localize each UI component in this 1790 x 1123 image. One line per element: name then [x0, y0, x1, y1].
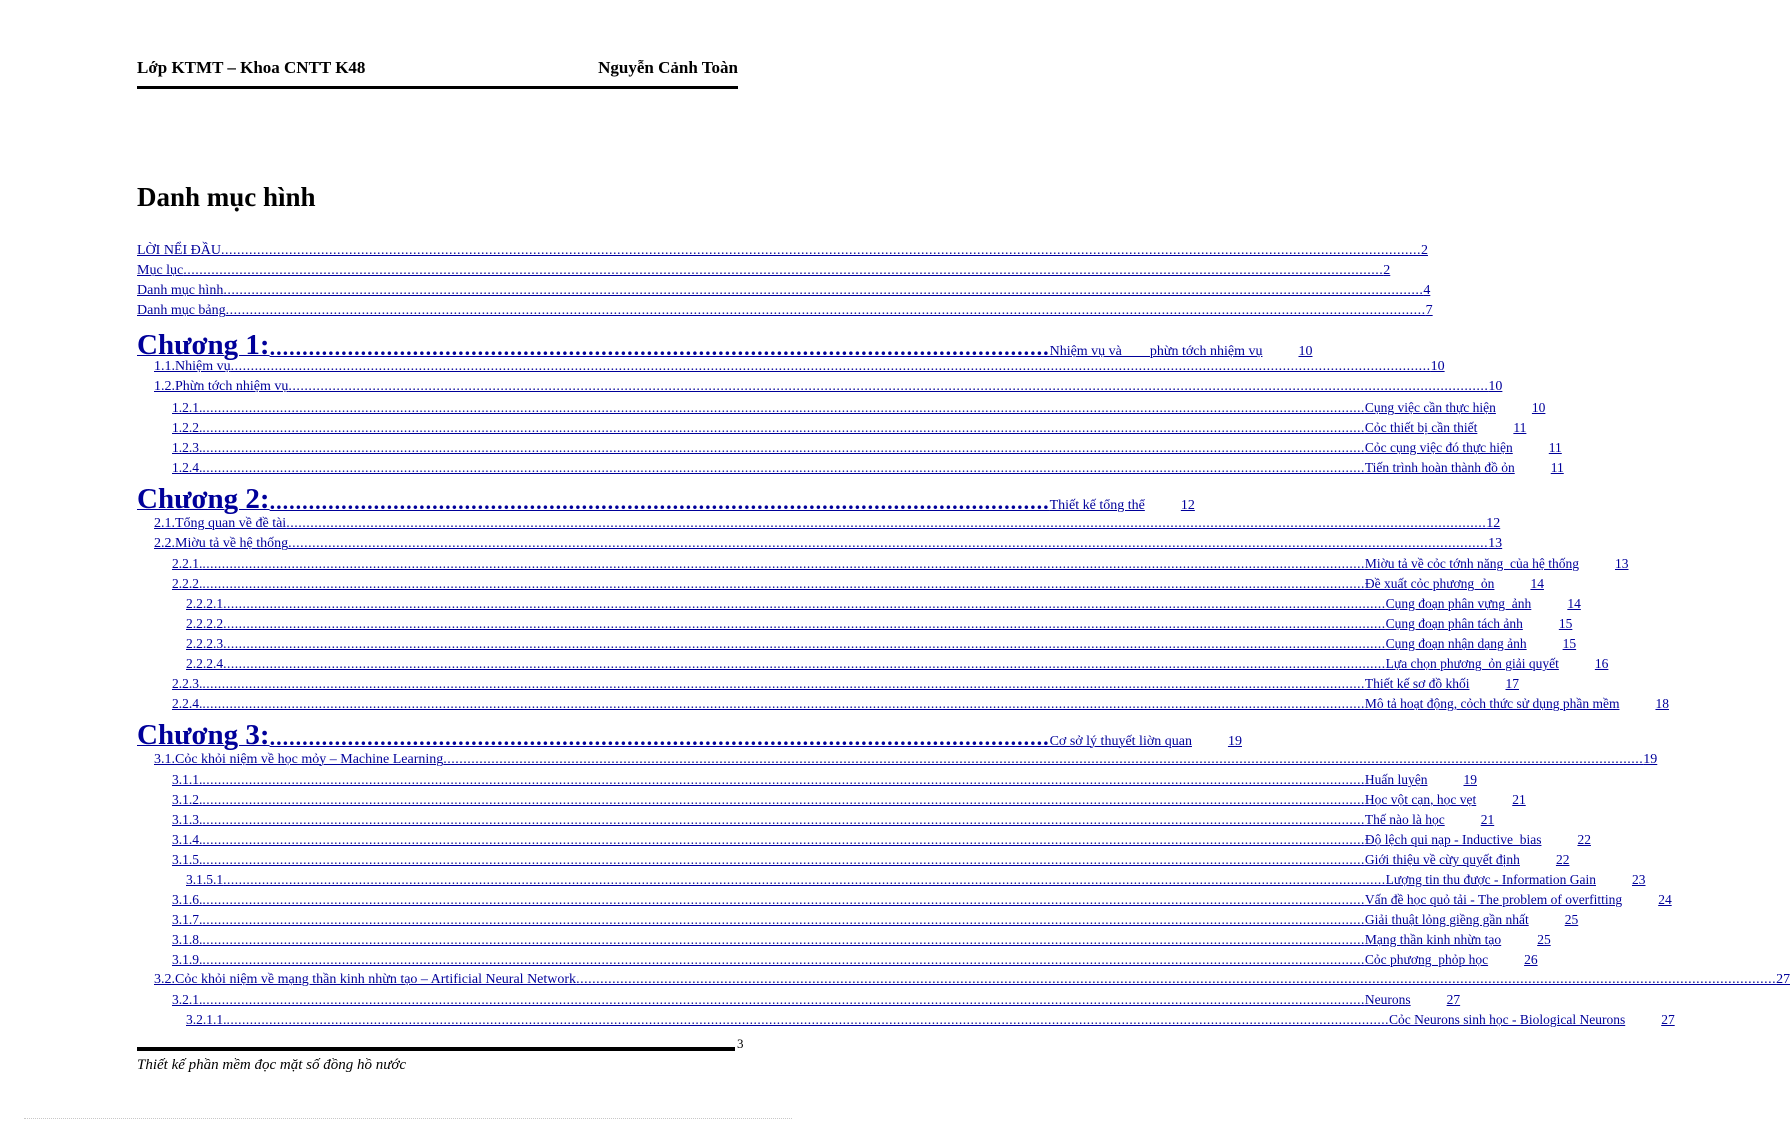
toc-page-number: 19: [1463, 772, 1477, 787]
toc-entry-number: 3.1.5.: [172, 852, 203, 867]
toc-entry-title: Giới thiệu về cừy quyết định: [1364, 852, 1520, 867]
toc-entry-number: 3.2.1.1.: [186, 1012, 227, 1027]
toc-page-number: 25: [1564, 912, 1579, 927]
header-class-label: Lớp KTMT – Khoa CNTT K48: [137, 58, 366, 77]
toc-page-number: 25: [1537, 932, 1551, 947]
toc-dot-leader: ............................................................................................................................................................................................................................................................................................................: [202, 832, 1365, 847]
toc-entry-number: 3.1.4.: [172, 832, 203, 847]
toc-dot-leader: ............................................................................................................................................................................................................................................................................................................: [202, 556, 1365, 571]
toc-dot-leader: ............................................................................................................................................................................................................................................................................................................: [223, 872, 1386, 887]
toc-dot-leader: ............................................................................................................................................................................................................................................................................................................: [288, 379, 1489, 394]
toc-entry-number: 2.2.2.: [172, 576, 203, 591]
toc-entry-title: Học vột cạn, học vẹt: [1364, 792, 1477, 807]
toc-dot-leader: ............................................................................................................................................................................................................................................................................................................: [223, 636, 1386, 651]
toc-dot-leader: ............................................................................................................................................................................................................................................................................................................: [202, 420, 1365, 435]
toc-entry-number: 2.2.2.1: [186, 596, 224, 611]
toc-page-number: 12: [1486, 516, 1501, 531]
toc-entry-title: Nhiệm vụ và phừn tớch nhiệm vụ: [1049, 344, 1263, 359]
toc-dot-leader: ............................................................................................................................................................................................................................................................................................................: [288, 536, 1489, 551]
toc-entry-number: 3.1.6.: [172, 892, 203, 907]
toc-entry-title: Vấn đề học quỏ tải - The problem of overfitting: [1364, 892, 1623, 907]
toc-page-number: 16: [1594, 656, 1609, 671]
toc-dot-leader: ............................................................................................................................................................................................................................................................................................................: [225, 303, 1426, 318]
toc-entry-title: Giải thuật lỏng giềng gần nhất: [1364, 912, 1529, 927]
footer-document-title: Thiết kế phần mềm đọc mặt số đồng hồ nước: [137, 1057, 407, 1073]
toc-entry-title: Cụng đoạn phân vựng ảnh: [1385, 596, 1532, 611]
toc-entry-number: 2.1.Tổng quan về đề tài: [154, 516, 287, 531]
toc-page-number: 13: [1614, 556, 1629, 571]
toc-page-number: 21: [1512, 792, 1526, 807]
header-author: Nguyễn Cảnh Toàn: [598, 58, 738, 77]
toc-entry[interactable]: [137, 260, 1391, 279]
toc-entry-number: 2.2.3.: [172, 676, 203, 691]
toc-entry-title: Độ lệch qui nạp - Inductive bias: [1364, 832, 1542, 847]
toc-dot-leader: ............................................................................................................................................................................................................................................................................................................: [286, 516, 1487, 531]
toc-page-number: 14: [1530, 576, 1544, 591]
toc-entry[interactable]: [186, 653, 1609, 672]
toc-entry-title: Đề xuất cỏc phương ỏn: [1364, 576, 1495, 591]
toc-page-number: 24: [1658, 892, 1672, 907]
toc-dot-leader: ............................................................................................................................................................................................................................................................................................................: [202, 892, 1365, 907]
toc-entry[interactable]: [172, 769, 1477, 788]
toc-entry-title: Cụng việc cần thực hiện: [1364, 400, 1496, 415]
toc-page-number: 23: [1632, 872, 1646, 887]
toc-dot-leader: ........................................................................................................................: [269, 489, 1050, 514]
toc-entry[interactable]: [172, 553, 1629, 572]
toc-entry-number: 3.1.8.: [172, 932, 203, 947]
toc-entry[interactable]: [172, 829, 1591, 848]
toc-entry[interactable]: [172, 457, 1564, 476]
toc-entry[interactable]: [154, 969, 1790, 988]
toc-page-number: 27: [1661, 1012, 1675, 1027]
toc-entry-title: Cỏc Neurons sinh học - Biological Neurons: [1389, 1012, 1626, 1027]
toc-page-number: 19: [1227, 734, 1242, 749]
toc-page-number: 2: [1420, 243, 1428, 258]
toc-page-number: 11: [1548, 440, 1562, 455]
toc-entry-number: 3.2.1.: [172, 992, 203, 1007]
toc-entry[interactable]: [137, 280, 1431, 299]
toc-dot-leader: ............................................................................................................................................................................................................................................................................................................: [202, 460, 1365, 475]
toc-entry[interactable]: [154, 513, 1501, 532]
toc-entry-number: 3.1.2.: [172, 792, 203, 807]
toc-dot-leader: ............................................................................................................................................................................................................................................................................................................: [220, 243, 1421, 258]
toc-entry-number: 2.2.2.2: [186, 616, 224, 631]
toc-page-number: 15: [1562, 636, 1577, 651]
toc-page-number: 27: [1776, 972, 1790, 987]
toc-dot-leader: ........................................................................................................................: [269, 725, 1050, 750]
page-title: Danh mục hình: [137, 182, 316, 212]
toc-entry[interactable]: [172, 929, 1551, 948]
footer-rule: [137, 1047, 735, 1051]
toc-entry-title: Cỏc cụng việc đó thực hiện: [1364, 440, 1513, 455]
toc-entry[interactable]: [172, 437, 1562, 456]
toc-page-number: 21: [1480, 812, 1495, 827]
toc-entry-number: 2.2.1.: [172, 556, 203, 571]
toc-dot-leader: ............................................................................................................................................................................................................................................................................................................: [202, 576, 1365, 591]
toc-dot-leader: ............................................................................................................................................................................................................................................................................................................: [202, 852, 1365, 867]
toc-dot-leader: ............................................................................................................................................................................................................................................................................................................: [202, 696, 1365, 711]
toc-entry[interactable]: [154, 533, 1503, 552]
toc-dot-leader: ............................................................................................................................................................................................................................................................................................................: [202, 792, 1365, 807]
toc-entry-number: 2.2.2.3: [186, 636, 224, 651]
toc-dot-leader: ............................................................................................................................................................................................................................................................................................................: [202, 952, 1365, 967]
toc-entry-title: Thế nào là học: [1364, 812, 1445, 827]
toc-dot-leader: ............................................................................................................................................................................................................................................................................................................: [202, 676, 1365, 691]
toc-page-number: 15: [1558, 616, 1573, 631]
toc-dot-leader: ............................................................................................................................................................................................................................................................................................................: [223, 596, 1386, 611]
toc-page-number: 22: [1555, 852, 1570, 867]
toc-page-number: 10: [1430, 359, 1445, 374]
toc-entry-number: Chương 2:: [137, 483, 270, 515]
toc-dot-leader: ............................................................................................................................................................................................................................................................................................................: [202, 812, 1365, 827]
toc-entry-number: 1.2.3.: [172, 440, 203, 455]
toc-entry-title: Thiết kế sơ đồ khối: [1364, 676, 1470, 691]
toc-entry-number: 3.1.3.: [172, 812, 203, 827]
toc-page-number: 2: [1383, 263, 1391, 278]
toc-dot-leader: ............................................................................................................................................................................................................................................................................................................: [230, 359, 1431, 374]
toc-entry-number: 3.1.9.: [172, 952, 203, 967]
toc-dot-leader: ............................................................................................................................................................................................................................................................................................................: [202, 400, 1365, 415]
toc-entry-number: 1.2.2.: [172, 420, 203, 435]
toc-entry-number: 2.2.2.4: [186, 656, 224, 671]
toc-entry-title: Mạng thần kinh nhừn tạo: [1364, 932, 1502, 947]
toc-entry-title: Cỏc thiết bị cần thiết: [1364, 420, 1478, 435]
toc-page-number: 22: [1577, 832, 1591, 847]
toc-entry-title: Miờu tả về cỏc tớnh năng của hệ thống: [1364, 556, 1579, 571]
toc-page-number: 11: [1513, 420, 1527, 435]
toc-page-number: 26: [1524, 952, 1538, 967]
toc-dot-leader: ............................................................................................................................................................................................................................................................................................................: [202, 772, 1365, 787]
toc-entry[interactable]: [172, 849, 1570, 868]
toc-entry-number: 3.1.5.1: [186, 872, 224, 887]
toc-entry[interactable]: [186, 633, 1577, 652]
toc-entry-title: Tiến trình hoàn thành đồ ỏn: [1364, 460, 1515, 475]
toc-dot-leader: ........................................................................................................................: [269, 335, 1050, 360]
toc-entry-number: 3.1.7.: [172, 912, 203, 927]
toc-entry-number: 1.2.4.: [172, 460, 203, 475]
toc-entry-number: 2.2.Miờu tả về hệ thống: [154, 536, 289, 551]
toc-entry[interactable]: [172, 693, 1669, 712]
toc-entry-number: 3.1.1.: [172, 772, 203, 787]
toc-entry[interactable]: [186, 1009, 1675, 1028]
toc-entry[interactable]: [137, 240, 1428, 259]
toc-entry-title: Huấn luyện: [1364, 772, 1428, 787]
toc-entry[interactable]: [172, 417, 1527, 436]
toc-entry-number: 3.2.Cỏc khỏi niệm về mạng thần kinh nhừn tạo – Artificial Neural Network: [154, 972, 577, 987]
toc-dot-leader: ............................................................................................................................................................................................................................................................................................................: [223, 283, 1424, 298]
toc-entry-title: Cụng đoạn phân tách ảnh: [1385, 616, 1523, 631]
toc-page-number: 4: [1423, 283, 1431, 298]
toc-chapter-entry[interactable]: [137, 719, 1242, 751]
toc-dot-leader: ............................................................................................................................................................................................................................................................................................................: [202, 440, 1365, 455]
toc-page-number: 18: [1655, 696, 1669, 711]
toc-entry-number: 1.2.Phừn tớch nhiệm vụ: [154, 379, 289, 394]
toc-entry[interactable]: [172, 809, 1495, 828]
toc-entry[interactable]: [186, 613, 1573, 632]
toc-page-number: 13: [1488, 536, 1503, 551]
toc-dot-leader: ............................................................................................................................................................................................................................................................................................................: [576, 972, 1777, 987]
toc-entry[interactable]: [172, 989, 1461, 1008]
toc-dot-leader: ............................................................................................................................................................................................................................................................................................................: [226, 1012, 1389, 1027]
toc-entry-number: Danh mục bảng: [137, 303, 226, 318]
toc-page-number: 7: [1425, 303, 1433, 318]
toc-entry-number: Chương 1:: [137, 329, 270, 361]
footer-page-number: 3: [737, 1036, 744, 1051]
toc-dot-leader: ............................................................................................................................................................................................................................................................................................................: [223, 656, 1386, 671]
toc-page-number: 19: [1643, 752, 1658, 767]
toc-dot-leader: ............................................................................................................................................................................................................................................................................................................: [202, 992, 1365, 1007]
toc-entry-title: Lựa chọn phương ỏn giải quyết: [1385, 656, 1559, 671]
toc-entry[interactable]: [154, 356, 1445, 375]
toc-dot-leader: ............................................................................................................................................................................................................................................................................................................: [202, 932, 1365, 947]
toc-entry-title: Cụng đoạn nhận dạng ảnh: [1385, 636, 1527, 651]
toc-entry-number: Mục lục: [137, 263, 184, 278]
toc-entry[interactable]: [172, 673, 1519, 692]
toc-entry[interactable]: [172, 789, 1526, 808]
toc-page-number: 11: [1550, 460, 1564, 475]
toc-page-number: 10: [1488, 379, 1503, 394]
header-rule: [137, 86, 738, 89]
toc-entry[interactable]: [172, 909, 1579, 928]
toc-entry[interactable]: [186, 593, 1581, 612]
toc-entry[interactable]: [172, 949, 1538, 968]
toc-page-number: 10: [1531, 400, 1546, 415]
toc-entry[interactable]: [154, 376, 1503, 395]
toc-entry[interactable]: [137, 300, 1433, 319]
toc-entry-number: Danh mục hình: [137, 283, 224, 298]
toc-page-number: 10: [1298, 344, 1313, 359]
toc-entry[interactable]: [172, 573, 1544, 592]
toc-page-number: 12: [1180, 498, 1195, 513]
toc-entry[interactable]: [186, 869, 1646, 888]
toc-entry-number: Chương 3:: [137, 719, 270, 751]
toc-chapter-entry[interactable]: [137, 483, 1195, 515]
toc-entry-number: 1.2.1.: [172, 400, 203, 415]
toc-entry[interactable]: [154, 749, 1658, 768]
toc-entry-title: Cơ sở lý thuyết liờn quan: [1049, 734, 1192, 749]
toc-dot-leader: ............................................................................................................................................................................................................................................................................................................: [183, 263, 1384, 278]
toc-entry-title: Lượng tin thu được - Information Gain: [1385, 872, 1596, 887]
toc-entry-title: Cỏc phương phỏp học: [1364, 952, 1489, 967]
toc-dot-leader: ............................................................................................................................................................................................................................................................................................................: [443, 752, 1644, 767]
toc-entry-number: 1.1.Nhiệm vụ: [154, 359, 231, 374]
page-edge-divider: [24, 1118, 792, 1119]
toc-entry-title: Neurons: [1364, 992, 1411, 1007]
toc-page-number: 17: [1505, 676, 1519, 691]
toc-page-number: 14: [1567, 596, 1581, 611]
toc-entry-title: Thiết kế tổng thể: [1049, 498, 1145, 513]
toc-dot-leader: ............................................................................................................................................................................................................................................................................................................: [202, 912, 1365, 927]
toc-entry-number: 2.2.4.: [172, 696, 203, 711]
toc-page-number: 27: [1446, 992, 1461, 1007]
toc-dot-leader: ............................................................................................................................................................................................................................................................................................................: [223, 616, 1386, 631]
toc-entry-number: 3.1.Cỏc khỏi niệm về học mỏy – Machine Learning: [154, 752, 444, 767]
toc-entry[interactable]: [172, 889, 1672, 908]
toc-entry-title: Mô tả hoạt động, cỏch thức sử dụng phần mềm: [1364, 696, 1620, 711]
toc-entry[interactable]: [172, 397, 1546, 416]
toc-entry-number: LỜI NỂI ĐẦU: [137, 243, 221, 258]
